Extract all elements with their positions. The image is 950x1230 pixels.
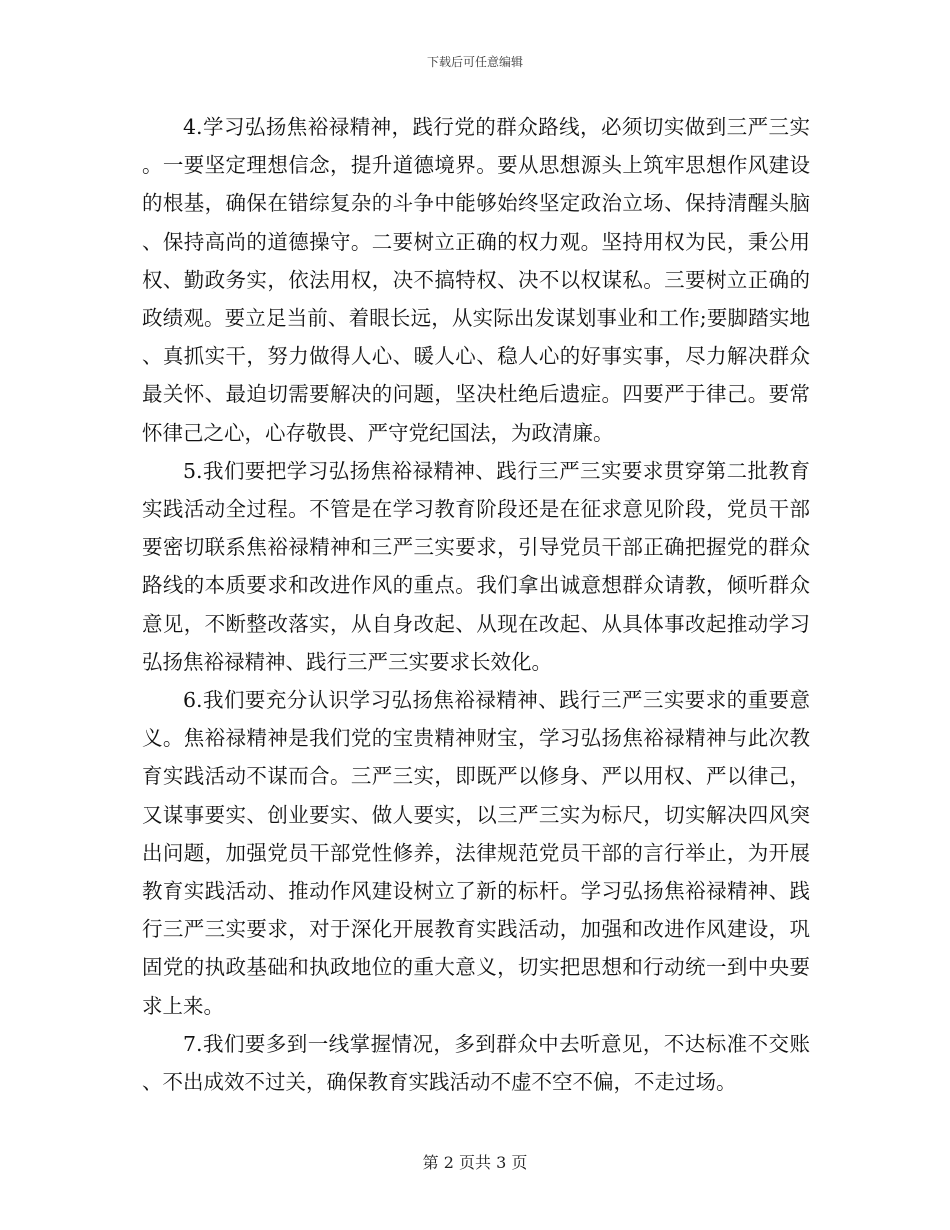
- paragraph-5: 5.我们要把学习弘扬焦裕禄精神、践行三严三实要求贯穿第二批教育实践活动全过程。不管是在学习教育阶段还是在征求意见阶段，党员干部要密切联系焦裕禄精神和三严三实要求，引导党员干部正确把握党的群众路线的本质要求和改进作风的重点。我们拿出诚意想群众请教，倾听群众意见，不断整改落实，从自身改起、从现在改起、从具体事改起推动学习弘扬焦裕禄精神、践行三严三实要求长效化。: [142, 458, 810, 674]
- document-body: [142, 108, 810, 1101]
- page-number-footer: 第 2 页共 3 页: [422, 1153, 528, 1172]
- page-header: 下载后可任意编辑: [426, 55, 523, 69]
- paragraph-7: 7.我们要多到一线掌握情况，多到群众中去听意见，不达标准不交账、不出成效不过关，确保教育实践活动不虚不空不偏，不走过场。: [142, 1031, 810, 1095]
- paragraph-4: 4.学习弘扬焦裕禄精神，践行党的群众路线，必须切实做到三严三实。一要坚定理想信念，提升道德境界。要从思想源头上筑牢思想作风建设的根基，确保在错综复杂的斗争中能够始终坚定政治立场、保持清醒头脑、保持高尚的道德操守。二要树立正确的权力观。坚持用权为民，秉公用权、勤政务实，依法用权，决不搞特权、决不以权谋私。三要树立正确的政绩观。要立足当前、着眼长远，从实际出发谋划事业和工作;要脚踏实地、真抓实干，努力做得人心、暖人心、稳人心的好事实事，尽力解决群众最关怀、最迫切需要解决的问题，坚决杜绝后遗症。四要严于律己。要常怀律己之心，心存敬畏、严守党纪国法，为政清廉。: [142, 115, 810, 445]
- paragraph-6: 6.我们要充分认识学习弘扬焦裕禄精神、践行三严三实要求的重要意义。焦裕禄精神是我们党的宝贵精神财宝，学习弘扬焦裕禄精神与此次教育实践活动不谋而合。三严三实，即既严以修身、严以用权、严以律己，又谋事要实、创业要实、做人要实，以三严三实为标尺，切实解决四风突出问题，加强党员干部党性修养，法律规范党员干部的言行举止，为开展教育实践活动、推动作风建设树立了新的标杆。学习弘扬焦裕禄精神、践行三严三实要求，对于深化开展教育实践活动，加强和改进作风建设，巩固党的执政基础和执政地位的重大意义，切实把思想和行动统一到中央要求上来。: [142, 688, 810, 1018]
